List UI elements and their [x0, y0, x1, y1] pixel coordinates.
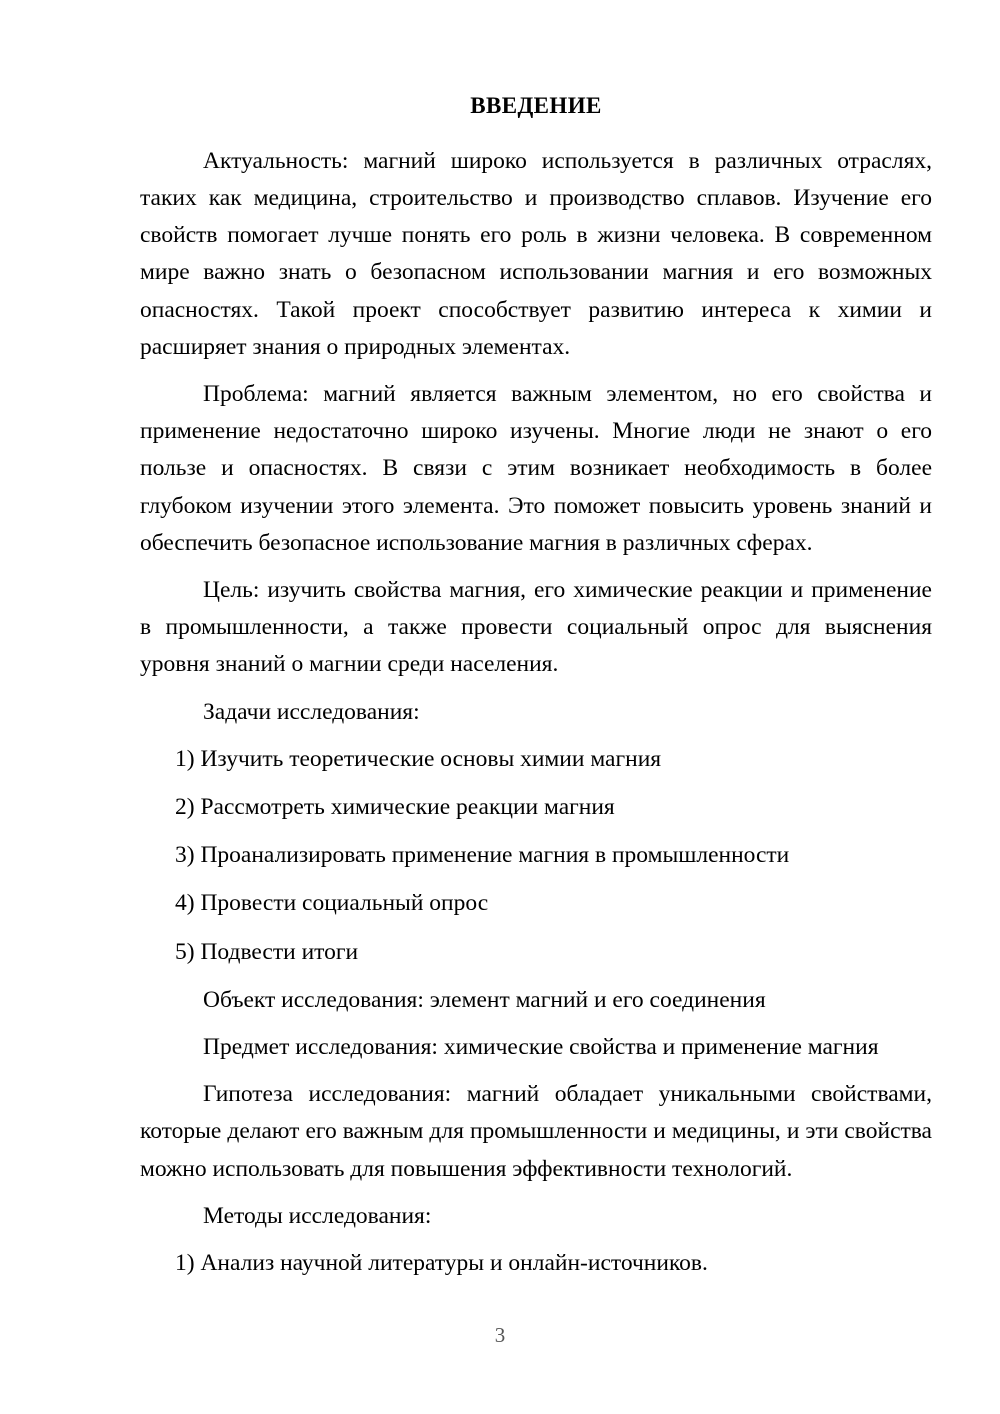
heading-methods: Методы исследования:	[203, 1202, 432, 1229]
document-body	[140, 92, 932, 1293]
paragraph-relevance: Актуальность: магний широко используется в различных отраслях, таких как медицина, строительство и производство сплавов. Изучение его свойств помогает лучше понять его роль в жизни человека. В современном мире важно знать о безопасном использовании магния и его возможных опасностях. Такой проект способствует развитию интереса к химии и расширяет знания о природных элементах.	[140, 147, 932, 360]
paragraph-subject: Предмет исследования: химические свойства и применение магния	[203, 1034, 879, 1061]
paragraph-hypothesis: Гипотеза исследования: магний обладает уникальными свойствами, которые делают его важным для промышленности и медицины, и эти свойства можно использовать для повышения эффективности технологий.	[140, 1081, 932, 1182]
list-item: 2) Рассмотреть химические реакции магния	[175, 794, 615, 820]
methods-list	[140, 1245, 932, 1282]
list-item: 1) Изучить теоретические основы химии магния	[175, 745, 662, 772]
paragraph-object: Объект исследования: элемент магний и его соединения	[203, 986, 766, 1013]
list-item: 5) Подвести итоги	[175, 938, 359, 965]
list-item: 3) Проанализировать применение магния в промышленности	[175, 842, 790, 869]
list-item: 4) Провести социальный опрос	[175, 890, 489, 917]
page-title: ВВЕДЕНИЕ	[470, 93, 602, 118]
paragraph-goal: Цель: изучить свойства магния, его химические реакции и применение в промышленности, а также провести социальный опрос для выяснения уровня знаний о магнии среди населения.	[140, 576, 932, 678]
page-number: 3	[494, 1323, 506, 1347]
tasks-list	[140, 741, 932, 971]
heading-tasks: Задачи исследования:	[203, 698, 420, 725]
paragraph-problem: Проблема: магний является важным элементом, но его свойства и применение недостаточно широко изучены. Многие люди не знают о его пользе и опасностях. В связи с этим возникает необходимость в более глубоком изучении этого элемента. Это поможет повысить уровень знаний и обеспечить безопасное использование магния в различных сферах.	[140, 380, 932, 556]
list-item: 1) Анализ научной литературы и онлайн-источников.	[175, 1250, 708, 1277]
